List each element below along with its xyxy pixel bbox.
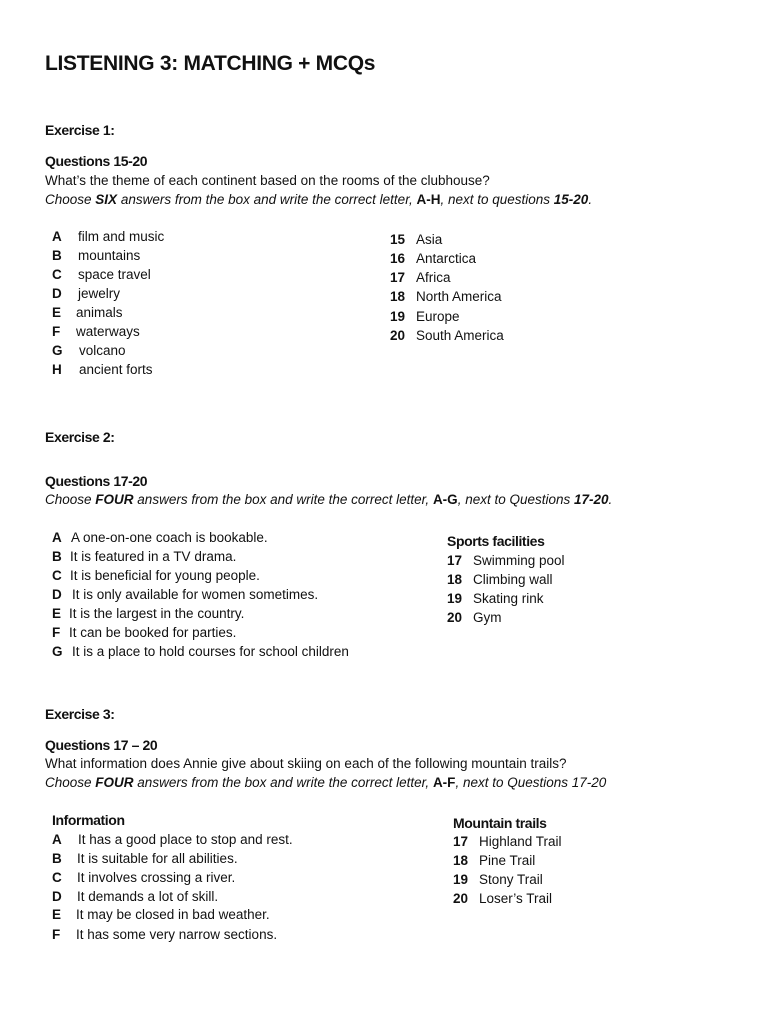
list-item: 17 Swimming pool: [447, 553, 565, 568]
list-item: E It is the largest in the country.: [52, 606, 245, 621]
list-item: E animals: [52, 305, 123, 320]
list-item: D It demands a lot of skill.: [52, 889, 219, 904]
list-item: B mountains: [52, 248, 141, 263]
list-item: B It is suitable for all abilities.: [52, 851, 238, 866]
exercise-2-heading: Exercise 2:: [45, 429, 115, 445]
exercise-3-heading: Exercise 3:: [45, 706, 115, 722]
list-item: 19 Europe: [390, 309, 460, 324]
list-item: C It is beneficial for young people.: [52, 568, 260, 583]
list-item: 15 Asia: [390, 232, 443, 247]
list-item: 18 North America: [390, 289, 502, 304]
list-item: C space travel: [52, 267, 151, 282]
list-item: C It involves crossing a river.: [52, 870, 236, 885]
list-item: D jewelry: [52, 286, 121, 301]
list-item: 18 Climbing wall: [447, 572, 553, 587]
page-title: LISTENING 3: MATCHING + MCQs: [45, 52, 376, 75]
information-heading: Information: [52, 812, 125, 828]
list-item: E It may be closed in bad weather.: [52, 907, 270, 922]
list-item: A A one-on-one coach is bookable.: [52, 530, 268, 545]
exercise-1-heading: Exercise 1:: [45, 122, 115, 138]
list-item: H ancient forts: [52, 362, 153, 377]
list-item: D It is only available for women sometimes.: [52, 587, 319, 602]
list-item: F It can be booked for parties.: [52, 625, 237, 640]
exercise-1-prompt: What’s the theme of each continent based on the rooms of the clubhouse?: [45, 173, 490, 188]
list-item: A It has a good place to stop and rest.: [52, 832, 293, 847]
list-item: G volcano: [52, 343, 126, 358]
mountain-trails-heading: Mountain trails: [453, 815, 547, 831]
exercise-1-instruction: Choose SIX answers from the box and write the correct letter, A-H, next to questions 15-20.: [45, 192, 593, 207]
list-item: G It is a place to hold courses for school children: [52, 644, 349, 659]
exercise-2-instruction: Choose FOUR answers from the box and write the correct letter, A-G, next to Questions 17-20.: [45, 492, 613, 507]
list-item: 18 Pine Trail: [453, 853, 536, 868]
list-item: 17 Highland Trail: [453, 834, 562, 849]
exercise-3-questions-heading: Questions 17 – 20: [45, 737, 158, 753]
list-item: 19 Stony Trail: [453, 872, 543, 887]
exercise-1-questions-heading: Questions 15-20: [45, 153, 148, 169]
list-item: 20 Loser’s Trail: [453, 891, 553, 906]
exercise-2-questions-heading: Questions 17-20: [45, 473, 148, 489]
exercise-3-prompt: What information does Annie give about skiing on each of the following mountain trails?: [45, 756, 567, 771]
list-item: 19 Skating rink: [447, 591, 544, 606]
list-item: F waterways: [52, 324, 140, 339]
list-item: F It has some very narrow sections.: [52, 927, 278, 942]
list-item: 20 Gym: [447, 610, 502, 625]
list-item: 20 South America: [390, 328, 504, 343]
list-item: 17 Africa: [390, 270, 451, 285]
exercise-3-instruction: Choose FOUR answers from the box and write the correct letter, A-F, next to Questions 17-20: [45, 775, 607, 790]
list-item: A film and music: [52, 229, 165, 244]
sports-facilities-heading: Sports facilities: [447, 533, 545, 549]
list-item: 16 Antarctica: [390, 251, 477, 266]
list-item: B It is featured in a TV drama.: [52, 549, 237, 564]
